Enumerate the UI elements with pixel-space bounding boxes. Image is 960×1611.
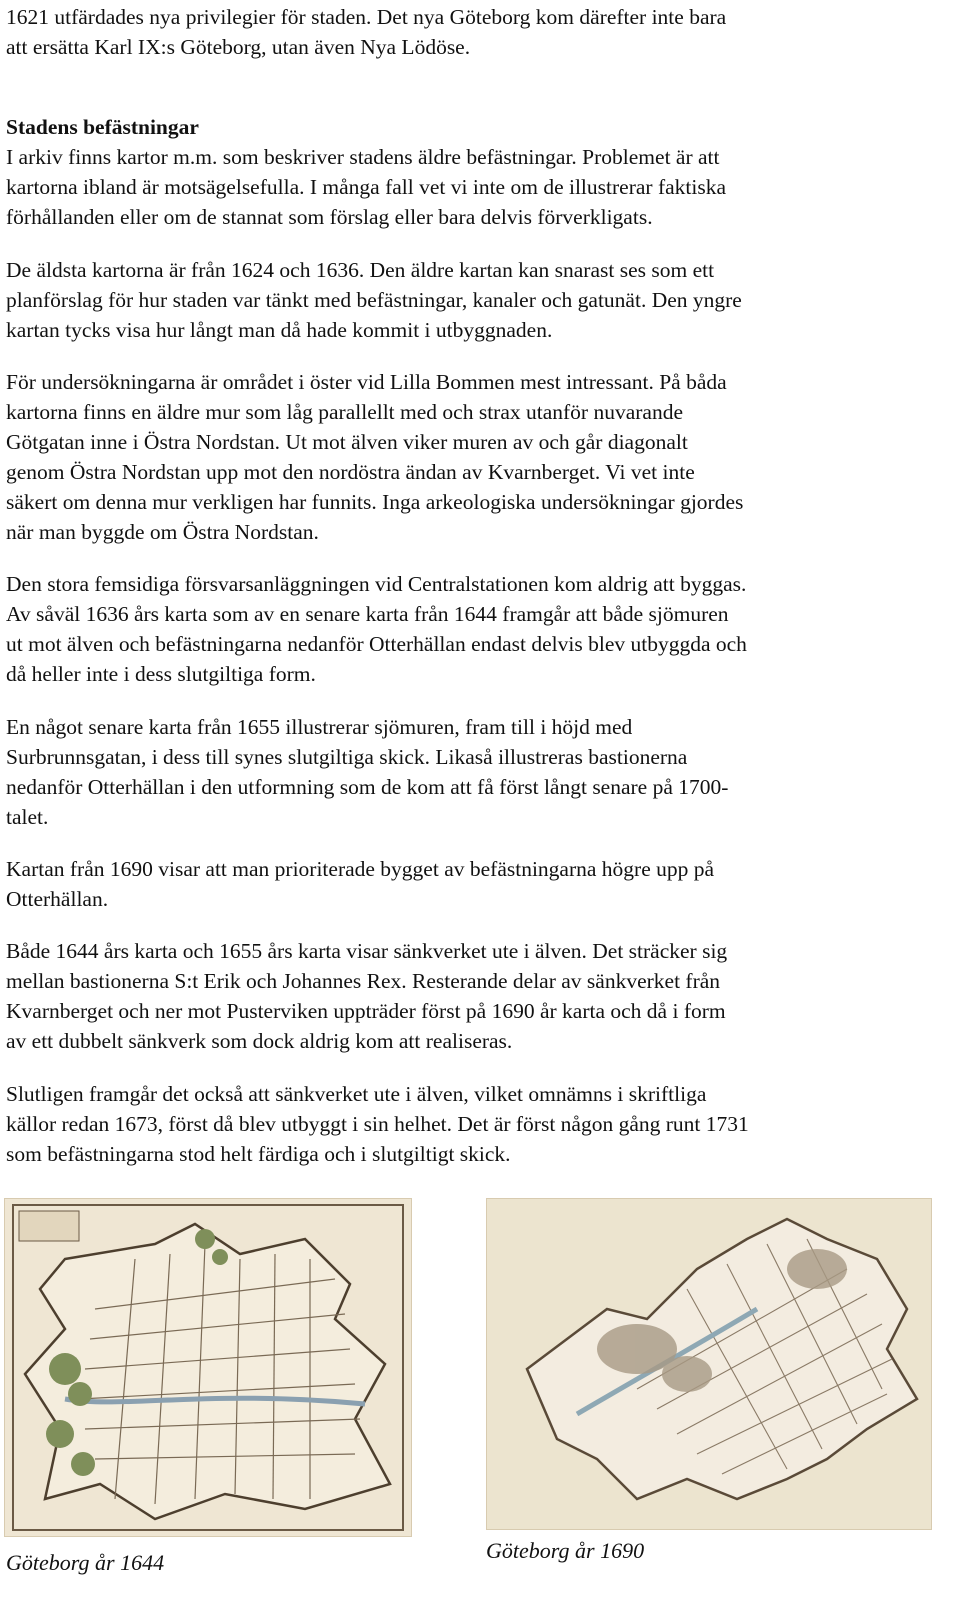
map-1690-caption: Göteborg år 1690: [486, 1538, 645, 1563]
paragraph-line: kartorna ibland är motsägelsefulla. I många fall vet vi inte om de illustrerar faktiska: [6, 175, 726, 199]
paragraph-line: kartorna finns en äldre mur som låg parallellt med och strax utanför nuvarande: [6, 400, 684, 424]
paragraph-line: förhållanden eller om de stannat som förslag eller bara delvis förverkligats.: [6, 205, 653, 229]
map-1644-image: [4, 1198, 412, 1537]
map-1644-drawing: [5, 1199, 411, 1536]
paragraph-line: genom Östra Nordstan upp mot den nordöstra ändan av Kvarnberget. Vi vet inte: [6, 460, 695, 484]
paragraph-line: För undersökningarna är området i öster vid Lilla Bommen mest intressant. På båda: [6, 370, 727, 394]
paragraph-line: talet.: [6, 805, 49, 829]
paragraph-line: Kvarnberget och ner mot Pusterviken uppträder först på 1690 år karta och då i form: [6, 999, 726, 1023]
paragraph-line: som befästningarna stod helt färdiga och i slutgiltigt skick.: [6, 1142, 511, 1166]
paragraph-line: Slutligen framgår det också att sänkverket ute i älven, vilket omnämns i skriftliga: [6, 1082, 707, 1106]
paragraph-line: nedanför Otterhällan i den utformning som de kom att få först långt senare på 1700-: [6, 775, 729, 799]
paragraph-line: En något senare karta från 1655 illustrerar sjömuren, fram till i höjd med: [6, 715, 633, 739]
map-1690-image: [486, 1198, 932, 1530]
paragraph-line: mellan bastionerna S:t Erik och Johannes Rex. Resterande delar av sänkverket från: [6, 969, 721, 993]
paragraph-line: kartan tycks visa hur långt man då hade kommit i utbyggnaden.: [6, 318, 553, 342]
paragraph-line: Kartan från 1690 visar att man prioriterade bygget av befästningarna högre upp på: [6, 857, 715, 881]
paragraph-line: Götgatan inne i Östra Nordstan. Ut mot älven viker muren av och går diagonalt: [6, 430, 688, 454]
paragraph-line: Den stora femsidiga försvarsanläggningen vid Centralstationen kom aldrig att byggas.: [6, 572, 747, 596]
paragraph-line: av ett dubbelt sänkverk som dock aldrig kom att realiseras.: [6, 1029, 513, 1053]
intro-line: 1621 utfärdades nya privilegier för staden. Det nya Göteborg kom därefter inte bara: [6, 5, 727, 29]
intro-line: att ersätta Karl IX:s Göteborg, utan även Nya Lödöse.: [6, 35, 471, 59]
paragraph-line: Både 1644 års karta och 1655 års karta visar sänkverket ute i älven. Det sträcker sig: [6, 939, 728, 963]
paragraph-line: då heller inte i dess slutgiltiga form.: [6, 662, 316, 686]
paragraph-line: källor redan 1673, först då blev utbyggt i sin helhet. Det är först någon gång runt 1731: [6, 1112, 749, 1136]
paragraph-line: Surbrunnsgatan, i dess till synes slutgiltiga skick. Likaså illustreras bastionerna: [6, 745, 688, 769]
section-heading: Stadens befästningar: [6, 115, 199, 139]
map-1644-caption: Göteborg år 1644: [6, 1550, 165, 1575]
paragraph-line: I arkiv finns kartor m.m. som beskriver stadens äldre befästningar. Problemet är att: [6, 145, 720, 169]
map-1690-drawing: [487, 1199, 931, 1529]
paragraph-line: säkert om denna mur verkligen har funnits. Inga arkeologiska undersökningar gjordes: [6, 490, 744, 514]
paragraph-line: när man byggde om Östra Nordstan.: [6, 520, 319, 544]
paragraph-line: planförslag för hur staden var tänkt med befästningar, kanaler och gatunät. Den yngre: [6, 288, 742, 312]
paragraph-line: De äldsta kartorna är från 1624 och 1636. Den äldre kartan kan snarast ses som ett: [6, 258, 715, 282]
paragraph-line: Av såväl 1636 års karta som av en senare karta från 1644 framgår att både sjömuren: [6, 602, 729, 626]
paragraph-line: ut mot älven och befästningarna nedanför Otterhällan endast delvis blev utbyggda och: [6, 632, 747, 656]
paragraph-line: Otterhällan.: [6, 887, 109, 911]
